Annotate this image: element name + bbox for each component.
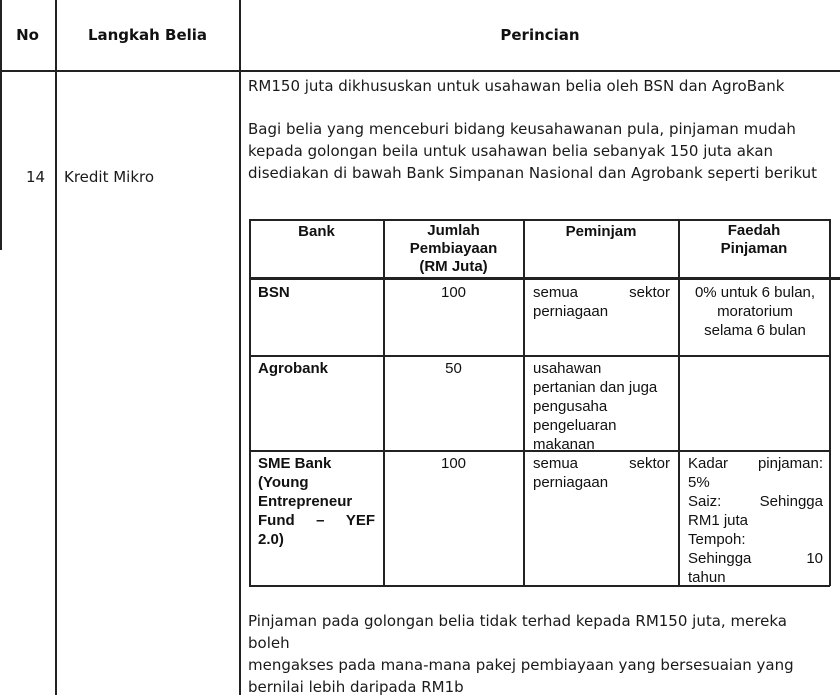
header-bottom-border	[0, 70, 840, 72]
para-2-line-2: kepada golongan beila untuk usahawan belia sebanyak 150 juta akan	[248, 142, 774, 160]
para-1: RM150 juta dikhususkan untuk usahawan belia oleh BSN dan AgroBank	[248, 77, 785, 95]
para-2-line-3: disediakan di bawah Bank Simpanan Nasional dan Agrobank seperti berikut	[248, 164, 817, 182]
para-3-line-2: mengakses pada mana-mana pakej pembiayaan yang bersesuaian yang	[248, 656, 794, 674]
header-langkah-belia: Langkah Belia	[87, 26, 208, 44]
header-no: No	[16, 26, 39, 44]
th-faedah: Faedah Pinjaman	[720, 222, 788, 257]
para-3-line-1: Pinjaman pada golongan belia tidak terhad kepada RM150 juta, mereka boleh	[248, 612, 787, 652]
td-jumlah-bsn: 100	[440, 284, 467, 301]
td-peminjam-bsn: semua sektor perniagaan	[533, 284, 670, 320]
para-2-line-1: Bagi belia yang menceburi bidang keusahawanan pula, pinjaman mudah	[248, 120, 796, 138]
para-3	[248, 610, 833, 698]
td-bank-bsn: BSN	[258, 284, 290, 301]
inner-header-bottom	[249, 277, 840, 280]
row-no: 14	[26, 168, 46, 186]
col-divider-no-body	[55, 70, 57, 695]
td-faedah-bsn: 0% untuk 6 bulan, moratorium selama 6 bulan	[694, 284, 816, 339]
inner-left-border	[249, 219, 251, 586]
th-jumlah: Jumlah Pembiayaan (RM Juta)	[409, 222, 498, 275]
th-peminjam: Peminjam	[565, 223, 637, 240]
header-perincian: Perincian	[500, 26, 580, 44]
inner-right-border	[829, 219, 831, 586]
td-faedah-sme: Kadar pinjaman: 5% Saiz: Sehingga RM1 juta Tempoh: Sehingga 10 tahun	[688, 455, 823, 586]
td-jumlah-sme: 100	[440, 455, 467, 472]
inner-col-3	[678, 219, 680, 586]
row-langkah: Kredit Mikro	[64, 168, 155, 186]
td-bank-agrobank: Agrobank	[258, 360, 329, 377]
td-bank-sme: SME Bank (Young Entrepreneur Fund – YEF 2.0)	[258, 455, 375, 548]
td-jumlah-agrobank: 50	[445, 360, 462, 377]
para-2	[248, 118, 833, 184]
para-3-line-3: bernilai lebih daripada RM1b	[248, 678, 464, 696]
inner-row1-bottom	[249, 355, 830, 357]
th-bank: Bank	[298, 223, 335, 240]
td-peminjam-sme: semua sektor perniagaan	[533, 455, 670, 491]
col-divider-langkah	[239, 0, 241, 695]
inner-col-2	[523, 219, 525, 586]
inner-top-border	[249, 219, 830, 221]
td-peminjam-agrobank: usahawan pertanian dan juga pengusaha pengeluaran makanan	[533, 360, 658, 453]
